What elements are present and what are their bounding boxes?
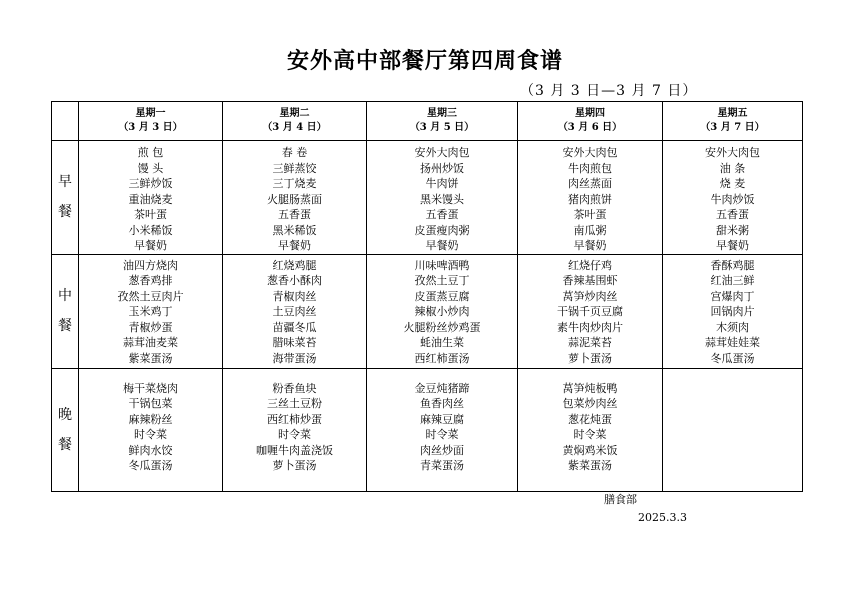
dish-item: 麻辣豆腐 [420,412,464,426]
dish-item: 茶叶蛋 [134,208,167,221]
meal-label-char: 餐 [58,204,72,221]
dish-item: 川味啤酒鸭 [414,258,470,272]
meal-label-char: 晚 [58,406,72,423]
dish-item: 煎 包 [137,146,164,159]
menu-cell [663,141,803,255]
dish-item: 烧 麦 [719,177,746,190]
day-name: 星期一 [135,108,166,119]
page-title: 安外高中部餐厅第四周食谱 [286,48,563,74]
day-date: （3 月 3 日） [118,122,183,133]
dish-item: 回锅肉片 [710,305,755,318]
dish-list [518,369,662,474]
meal-label-char: 早 [58,174,72,191]
dish-list [223,369,366,474]
dish-item: 三鲜蒸饺 [272,161,317,175]
menu-table [51,101,803,492]
dish-item: 萝卜蛋汤 [568,351,612,365]
dish-list [79,369,222,474]
meal-label-dinner [52,368,79,491]
menu-cell [79,254,223,368]
dish-item: 青椒炒蛋 [128,320,173,334]
dish-item: 冬瓜蛋汤 [128,459,173,472]
dish-list [663,255,802,367]
menu-cell [367,141,518,255]
dish-item: 红油三鲜 [710,274,755,287]
dish-item: 粉香鱼块 [272,381,317,395]
dish-item: 咖喱牛肉盖浇饭 [256,443,333,457]
dish-list [79,141,222,254]
dish-item: 三丁烧麦 [272,177,317,190]
dish-item: 三鲜炒饭 [128,177,173,190]
dish-item: 皮蛋瘦肉粥 [414,223,470,237]
dish-item: 冬瓜蛋汤 [710,351,755,365]
day-name: 星期四 [575,108,605,119]
menu-cell [223,368,367,491]
dish-item: 肉丝炒面 [420,443,464,457]
dish-item: 蚝油生菜 [420,336,464,349]
dish-item: 早餐奶 [716,239,749,252]
dish-item: 葱花炖蛋 [568,412,612,426]
dish-item: 春 卷 [281,146,308,159]
dish-item: 五香蛋 [278,208,311,221]
day-header-tue [223,102,367,141]
dish-item: 黄焖鸡米饭 [562,443,618,457]
dish-list [663,369,802,381]
dish-item: 玉米鸡丁 [128,305,173,318]
dish-item: 素牛肉炒肉片 [557,320,623,334]
day-date: （3 月 6 日） [557,122,623,133]
corner-cell [52,102,79,141]
dish-list [367,255,517,367]
dish-item: 鱼香肉丝 [420,397,464,410]
dish-item: 萝卜蛋汤 [272,459,317,472]
dish-item: 蒜茸娃娃菜 [705,336,760,349]
dish-item: 香辣基围虾 [562,274,618,287]
dish-item: 鲜肉水饺 [128,443,173,457]
menu-cell [663,368,803,491]
dish-item: 馒 头 [137,161,164,175]
menu-cell [223,254,367,368]
dish-item: 红烧仔鸡 [568,258,612,272]
dish-item: 黑米馒头 [420,192,464,206]
dish-item: 腊味菜苔 [272,336,317,349]
dish-item: 包菜炒肉丝 [562,397,618,410]
dish-item: 火腿粉丝炒鸡蛋 [403,320,481,334]
dish-list [518,141,662,254]
day-name: 星期五 [717,108,748,119]
meal-label-char: 餐 [58,436,72,453]
dish-item: 干锅包菜 [128,397,173,410]
menu-cell [367,254,518,368]
dish-item: 辣椒小炒肉 [414,305,470,318]
day-date: （3 月 4 日） [262,122,327,133]
menu-cell [663,254,803,368]
menu-cell [79,368,223,491]
dish-list [223,141,366,254]
dish-item: 早餐奶 [134,239,167,252]
dish-item: 茶叶蛋 [573,208,607,221]
dish-item: 青椒肉丝 [272,289,317,303]
dish-item: 油四方烧肉 [123,258,178,272]
meal-label-char: 中 [58,288,72,304]
dish-item: 葱香小酥肉 [267,274,322,287]
dish-item: 西红柿炒蛋 [267,412,322,426]
publish-date: 2025.3.3 [638,511,687,524]
dish-item: 蒜泥菜苔 [568,336,612,349]
dish-item: 安外大肉包 [562,146,618,159]
dish-item: 紫菜蛋汤 [128,351,173,365]
dish-item: 苗疆冬瓜 [272,320,317,334]
breakfast-row [52,141,803,255]
dish-item: 扬州炒饭 [420,161,464,175]
dish-item: 重油烧麦 [128,192,173,206]
day-header-mon [79,102,223,141]
dish-item: 红烧鸡腿 [272,258,317,272]
dish-item: 时令菜 [134,428,167,441]
dish-item: 麻辣粉丝 [128,412,173,426]
dish-item: 香酥鸡腿 [710,258,755,272]
dish-item: 莴笋炒肉丝 [562,289,618,303]
dish-item: 早餐奶 [573,239,607,252]
dish-item: 安外大肉包 [705,146,760,159]
dish-item: 小米稀饭 [128,223,173,237]
lunch-row [52,254,803,368]
meal-label-breakfast [52,141,79,255]
dish-item: 甜米粥 [716,223,749,237]
dish-item: 牛肉煎包 [568,161,612,175]
dish-item: 金豆炖猪蹄 [414,381,470,395]
dish-item: 土豆肉丝 [272,305,317,318]
dish-item: 猪肉煎饼 [568,192,612,206]
day-header-wed [367,102,518,141]
menu-cell [223,141,367,255]
dish-list [367,369,517,474]
day-header-thu [518,102,663,141]
dish-list [367,141,517,254]
meal-label-char: 餐 [58,318,72,334]
dish-list [223,255,366,367]
day-name: 星期三 [427,108,457,119]
menu-cell [367,368,518,491]
dinner-row [52,368,803,491]
dish-item: 五香蛋 [716,208,749,221]
menu-cell [518,254,663,368]
dish-item: 梅干菜烧肉 [123,381,178,395]
dish-item: 早餐奶 [278,239,311,252]
menu-cell [79,141,223,255]
dish-item: 葱香鸡排 [128,274,173,287]
dish-item: 孜然土豆丁 [414,274,470,287]
dish-item: 宫爆肉丁 [710,289,755,303]
department-signature: 膳食部 [604,493,637,506]
dish-item: 皮蛋蒸豆腐 [414,289,470,303]
dish-item: 牛肉饼 [425,177,459,190]
dish-item: 早餐奶 [425,239,459,252]
dish-item: 干锅千页豆腐 [557,305,623,318]
dish-list [663,141,802,254]
dish-item: 三丝土豆粉 [267,397,322,410]
dish-item: 时令菜 [573,428,607,441]
dish-item: 青菜蛋汤 [420,459,464,472]
dish-item: 牛肉炒饭 [710,192,755,206]
date-range: （3 月 3 日—3 月 7 日） [520,83,698,99]
day-date: （3 月 5 日） [409,122,475,133]
header-row [52,102,803,141]
meal-label-lunch [52,254,79,368]
dish-item: 蒜茸油麦菜 [123,336,178,349]
dish-item: 油 条 [719,161,746,175]
dish-item: 肉丝蒸面 [568,177,612,190]
day-header-fri [663,102,803,141]
dish-item: 时令菜 [278,428,311,441]
day-name: 星期二 [279,108,310,119]
dish-item: 西红柿蛋汤 [414,351,470,365]
dish-item: 莴笋炖板鸭 [562,381,618,395]
dish-item: 孜然土豆肉片 [117,289,184,303]
dish-item: 黑米稀饭 [272,223,317,237]
day-date: （3 月 7 日） [700,122,765,133]
dish-item: 木须肉 [716,320,749,334]
dish-item: 南瓜粥 [573,223,607,237]
dish-item: 时令菜 [425,428,459,441]
dish-item: 安外大肉包 [414,146,470,159]
dish-item: 五香蛋 [425,208,459,221]
dish-item: 火腿肠蒸面 [267,192,322,206]
dish-item: 海带蛋汤 [272,351,317,365]
dish-item: 紫菜蛋汤 [568,459,612,472]
menu-cell [518,368,663,491]
dish-list [518,255,662,367]
menu-cell [518,141,663,255]
dish-list [79,255,222,367]
